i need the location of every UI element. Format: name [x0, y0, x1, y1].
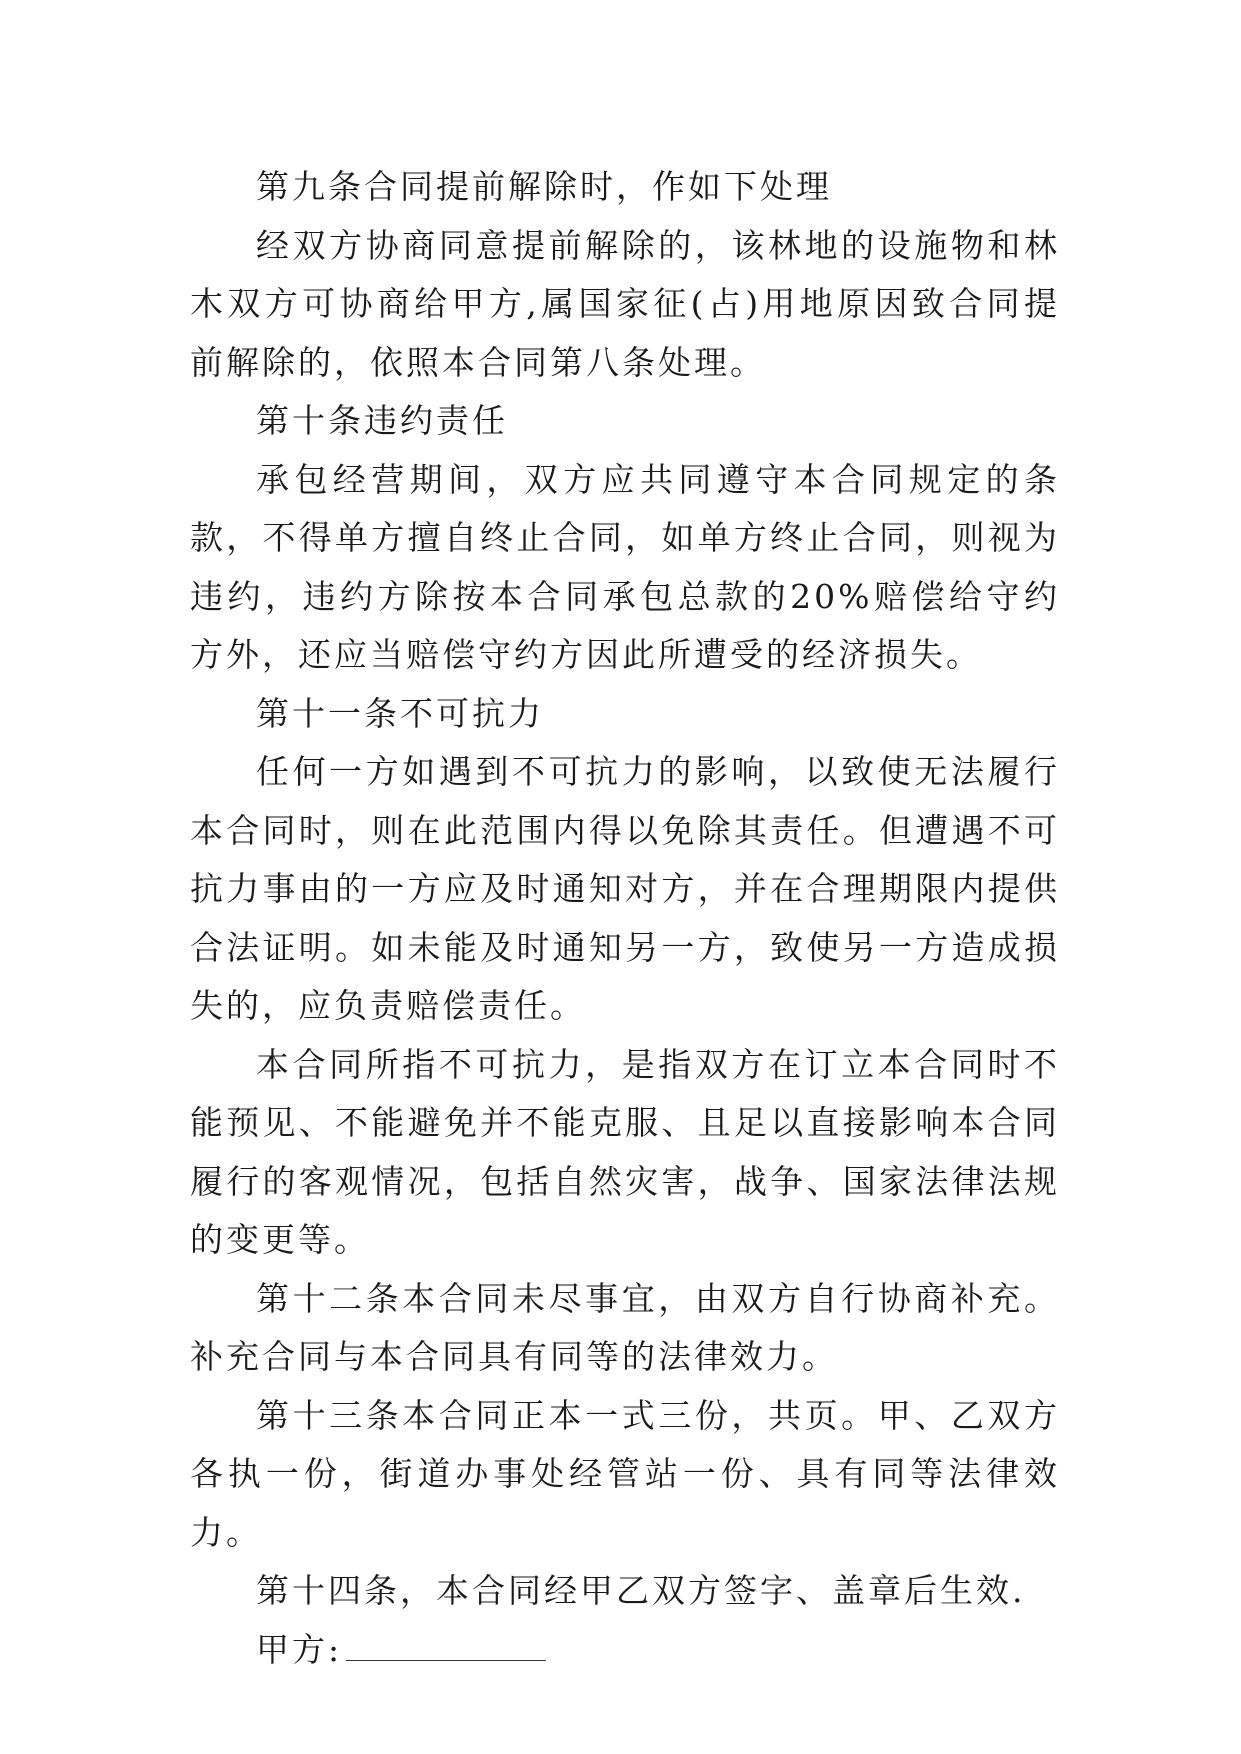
party-a-signature-row	[190, 1621, 1060, 1680]
clause-11-heading: 第十一条不可抗力	[256, 693, 544, 733]
clause-10-text: 承包经营期间，双方应共同遵守本合同规定的条款，不得单方擅自终止合同，如单方终止合同，则视为违约，违约方除按本合同承包总款的20%赔偿给守约方外，还应当赔偿守约方因此所遭受的经济损失。	[190, 459, 1060, 674]
clause-9-heading: 第九条合同提前解除时，作如下处理	[256, 167, 832, 206]
clause-13-text: 第十三条本合同正本一式三份，共页。甲、乙双方各执一份，街道办事处经管站一份、具有同等法律效力。	[190, 1395, 1060, 1552]
party-a-label: 甲方:	[256, 1629, 343, 1669]
clause-11-text: 任何一方如遇到不可抗力的影响，以致使无法履行本合同时，则在此范围内得以免除其责任。但遭遇不可抗力事由的一方应及时通知对方，并在合理期限内提供合法证明。如未能及时通知另一方，致使另一方造成损失的，应负责赔偿责任。	[190, 752, 1060, 1025]
clause-9-text: 经双方协商同意提前解除的，该林地的设施物和林木双方可协商给甲方,属国家征(占)用地原因致合同提前解除的，依照本合同第八条处理。	[190, 225, 1060, 382]
party-a-signature-line	[346, 1632, 546, 1661]
clause-14-text: 第十四条，本合同经甲乙双方签字、盖章后生效.	[256, 1571, 1026, 1610]
document-body	[190, 158, 1060, 1679]
clause-12-text: 第十二条本合同未尽事宜，由双方自行协商补充。补充合同与本合同具有同等的法律效力。	[190, 1278, 1060, 1376]
force-majeure-definition: 本合同所指不可抗力，是指双方在订立本合同时不能预见、不能避免并不能克服、且足以直接影响本合同履行的客观情况，包括自然灾害，战争、国家法律法规的变更等。	[190, 1044, 1060, 1259]
clause-10-heading: 第十条违约责任	[256, 401, 508, 440]
